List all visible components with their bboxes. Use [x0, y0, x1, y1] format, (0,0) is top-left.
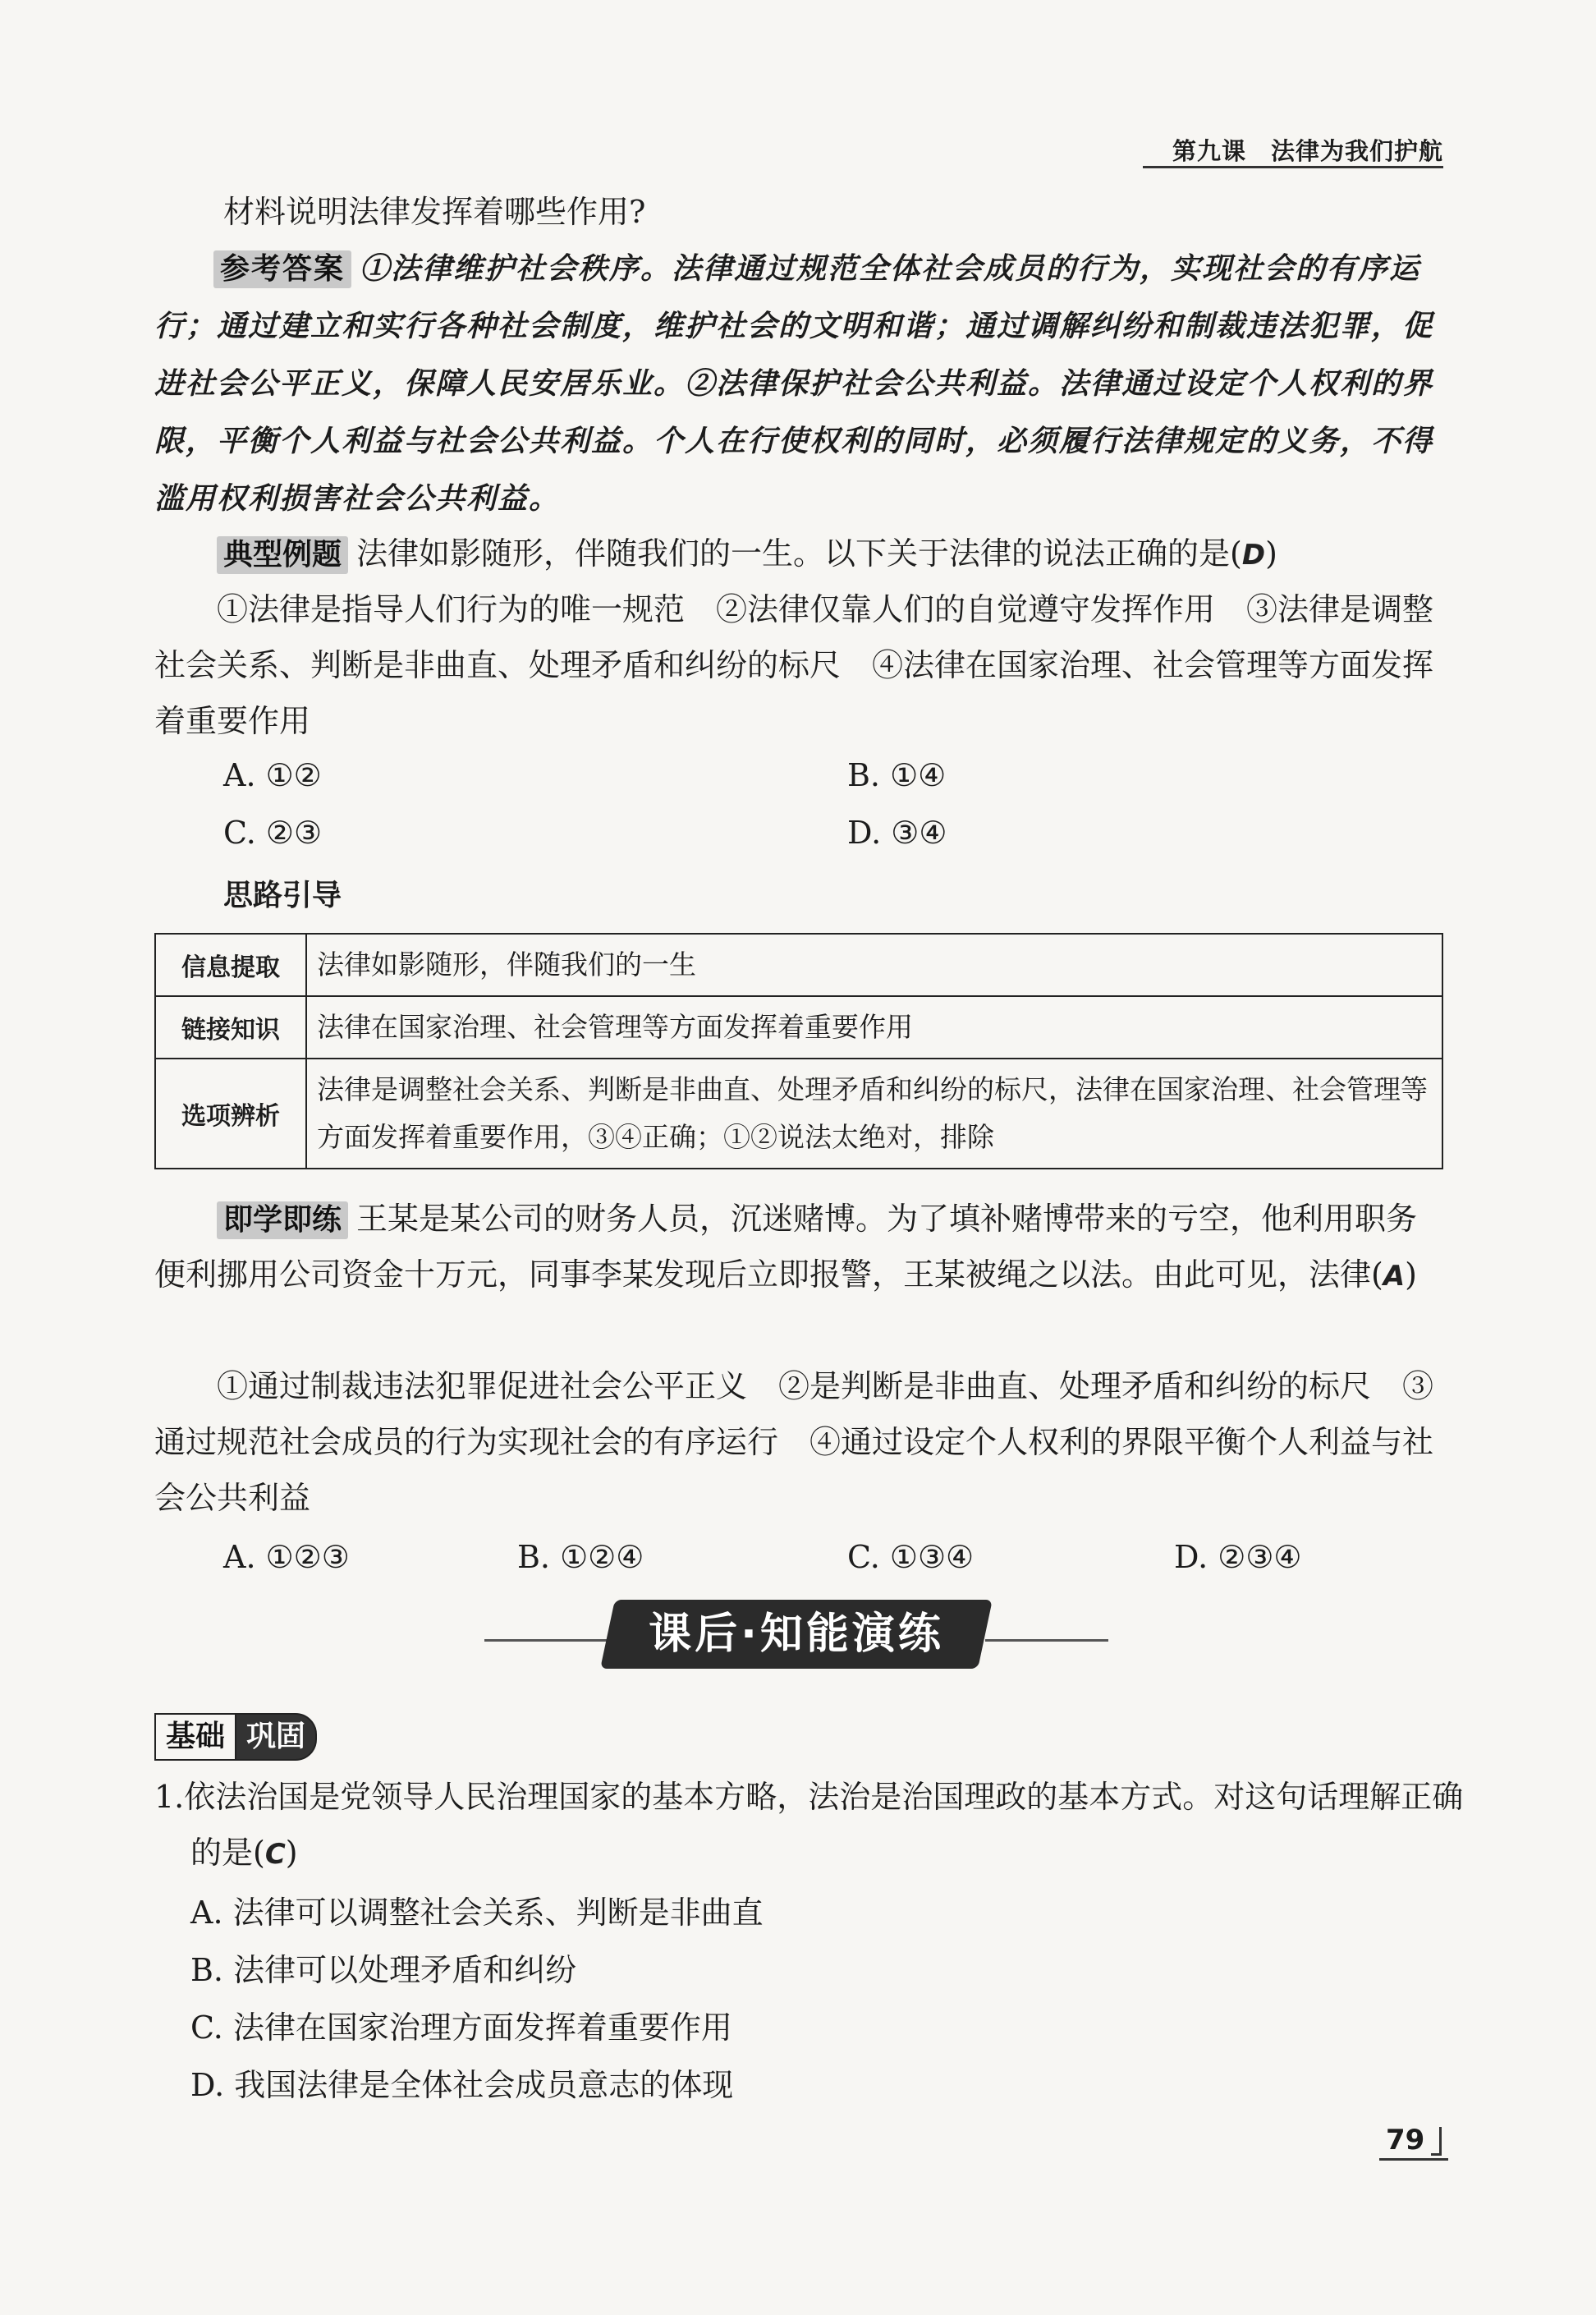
example-stem: 法律如影随形，伴随我们的一生。以下关于法律的说法正确的是( [356, 535, 1242, 572]
example-answer: D [1241, 539, 1266, 572]
guide-row [155, 996, 1442, 1059]
guide-row-head: 信息提取 [155, 934, 306, 996]
guide-row-content: 法律如影随形，伴随我们的一生 [306, 934, 1442, 996]
section-banner [484, 1593, 1108, 1683]
banner-line-right [985, 1639, 1108, 1642]
practice-option-a: A. ①②③ [223, 1539, 350, 1575]
section-tag-part-b: 巩固 [235, 1713, 317, 1761]
practice-statements: ①通过制裁违法犯罪促进社会公平正义 ②是判断是非曲直、处理矛盾和纠纷的标尺 ③通过规范社会成员的行为实现社会的有序运行 ④通过设定个人权利的界限平衡个人利益与社会公共利益 [154, 1368, 1434, 1516]
reference-answer-tag: 参考答案 [213, 250, 351, 288]
question-1-option-c: C. 法律在国家治理方面发挥着重要作用 [190, 2010, 732, 2046]
reference-answer [154, 240, 1443, 527]
example-option-c: C. ②③ [223, 815, 323, 851]
guide-table [154, 933, 1443, 1169]
question-1-option-d: D. 我国法律是全体社会成员意志的体现 [190, 2067, 734, 2103]
question-1-number: 1. [154, 1779, 185, 1815]
practice-question [154, 1191, 1443, 1304]
practice-stem: 王某是某公司的财务人员，沉迷赌博。为了填补赌博带来的亏空，他利用职务便利挪用公司资金十万元，同事李某发现后立即报警，王某被绳之以法。由此可见，法律( [154, 1201, 1418, 1293]
guide-row [155, 934, 1442, 996]
example-stem-end: ) [1265, 535, 1277, 572]
practice-answer: A [1383, 1260, 1406, 1293]
example-question [154, 526, 1443, 583]
guide-row-content: 法律在国家治理、社会管理等方面发挥着重要作用 [306, 996, 1442, 1059]
question-1-option-b: B. 法律可以处理矛盾和纠纷 [190, 1952, 577, 1988]
practice-stem-end: ) [1405, 1256, 1417, 1293]
page-header-title: 第九课 法律为我们护航 [1172, 137, 1443, 165]
example-option-d: D. ③④ [847, 815, 947, 851]
example-option-a: A. ①② [223, 757, 322, 793]
guide-title: 思路引导 [223, 879, 342, 912]
question-1-stem: 依法治国是党领导人民治理国家的基本方略，法治是治国理政的基本方式。对这句话理解正确的是( [184, 1779, 1464, 1871]
page-number-bracket [1431, 2127, 1442, 2156]
intro-question: 材料说明法律发挥着哪些作用? [223, 194, 646, 230]
question-1-option-a: A. 法律可以调整社会关系、判断是非曲直 [190, 1895, 764, 1931]
question-1-stem-end: ) [285, 1835, 298, 1871]
question-1-answer: C [264, 1838, 286, 1871]
section-tag [154, 1713, 317, 1761]
guide-row-head: 链接知识 [155, 996, 306, 1059]
example-option-b: B. ①④ [847, 757, 947, 793]
guide-row [155, 1059, 1442, 1169]
question-1 [154, 1769, 1479, 1882]
practice-option-b: B. ①②④ [517, 1539, 644, 1575]
practice-option-c: C. ①③④ [847, 1539, 975, 1575]
guide-row-head: 选项辨析 [155, 1059, 306, 1169]
practice-option-d: D. ②③④ [1174, 1539, 1302, 1575]
reference-answer-text: ①法律维护社会秩序。法律通过规范全体社会成员的行为，实现社会的有序运行；通过建立和实行各种社会制度，维护社会的文明和谐；通过调解纠纷和制裁违法犯罪，促进社会公平正义，保障人民安居乐业。②法律保护社会公共利益。法律通过设定个人权利的界限，平衡个人利益与社会公共利益。个人在行使权利的同时，必须履行法律规定的义务，不得滥用权利损害社会公共利益。 [154, 251, 1434, 516]
page-number [1379, 2124, 1448, 2161]
header-rule [1143, 166, 1443, 168]
section-tag-part-a: 基础 [154, 1713, 236, 1761]
page-number-text: 79 [1386, 2124, 1425, 2157]
banner-title: 课后·知能演练 [649, 1610, 944, 1659]
guide-row-content: 法律是调整社会关系、判断是非曲直、处理矛盾和纠纷的标尺，法律在国家治理、社会管理等方面发挥着重要作用，③④正确；①②说法太绝对，排除 [306, 1059, 1442, 1169]
banner-line-left [484, 1639, 608, 1642]
example-statements: ①法律是指导人们行为的唯一规范 ②法律仅靠人们的自觉遵守发挥作用 ③法律是调整社会关系、判断是非曲直、处理矛盾和纠纷的标尺 ④法律在国家治理、社会管理等方面发挥着重要作用 [154, 591, 1434, 739]
practice-tag: 即学即练 [217, 1201, 348, 1239]
example-tag: 典型例题 [217, 536, 348, 574]
